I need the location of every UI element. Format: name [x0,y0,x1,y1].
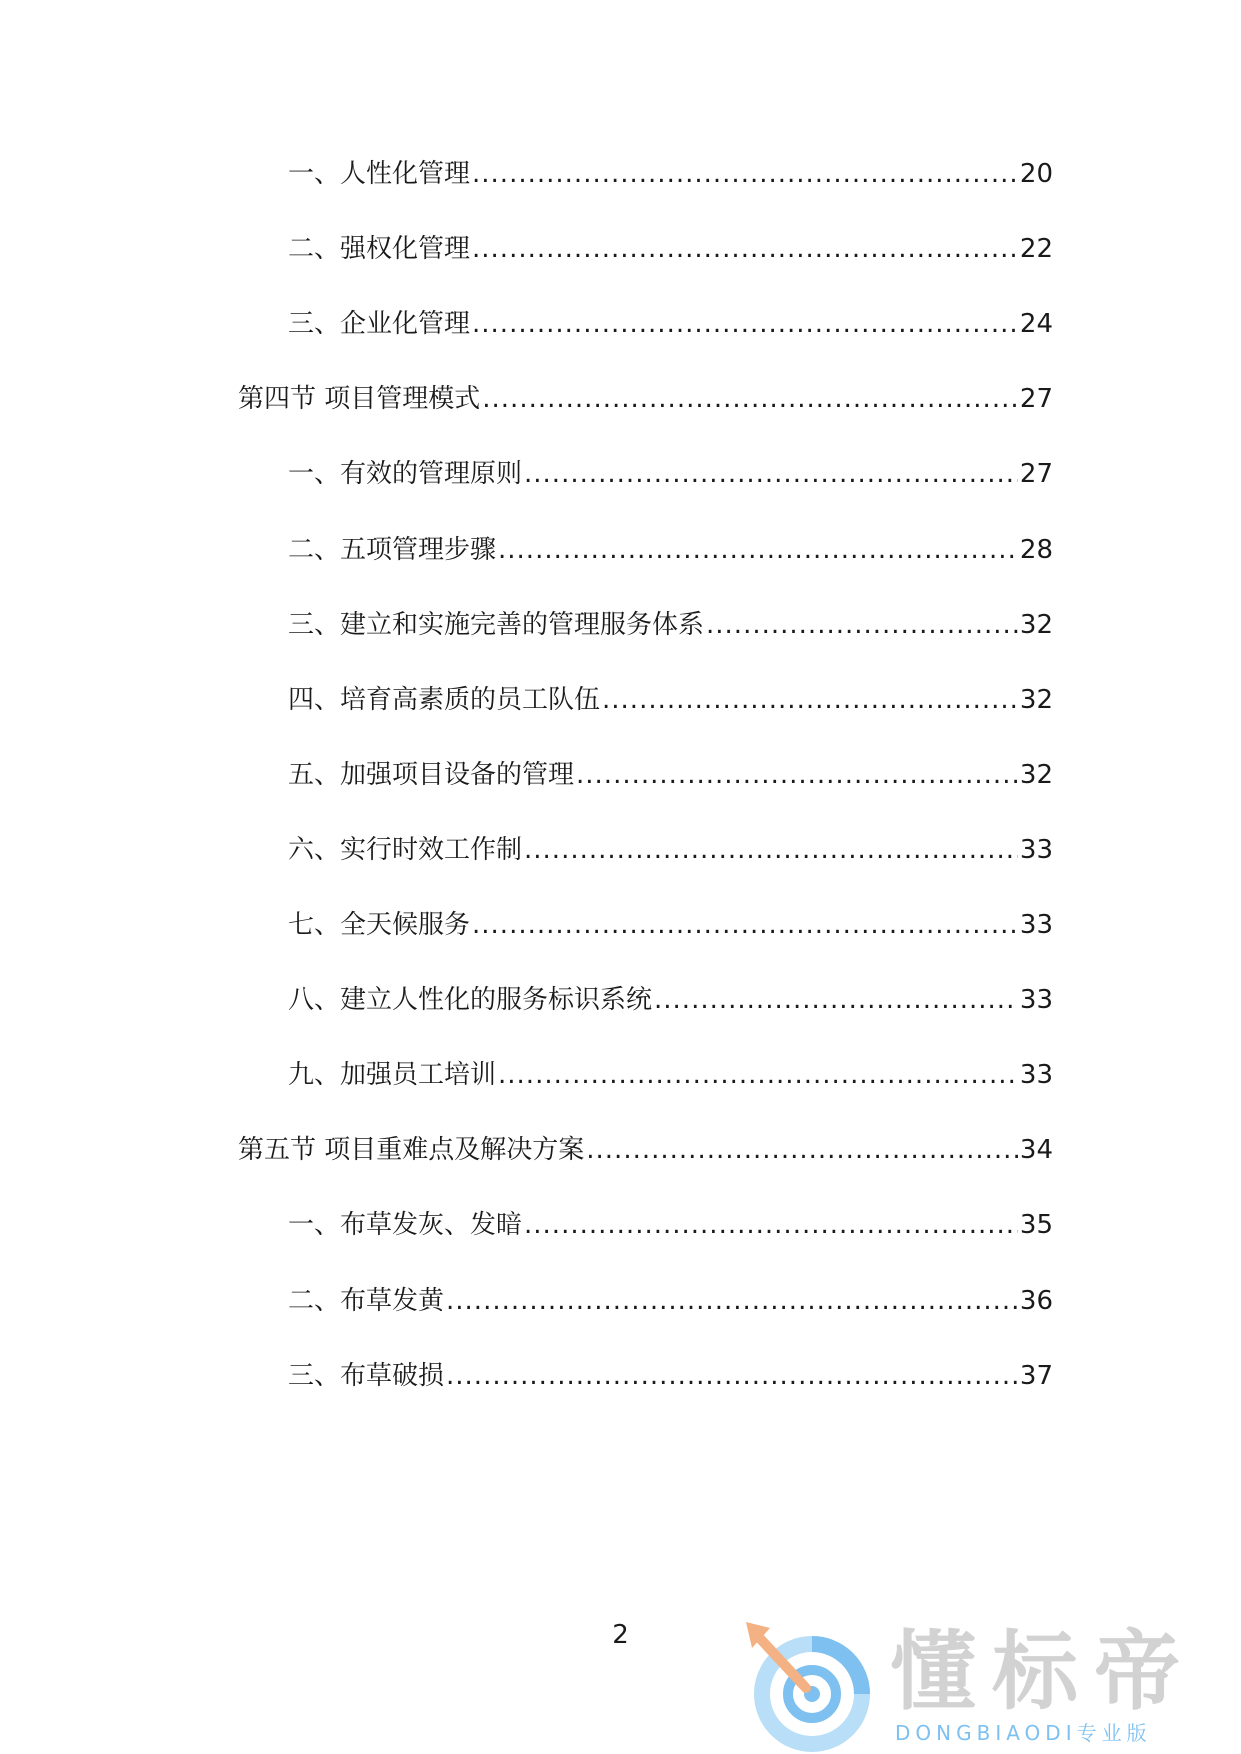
toc-entry-page: 36 [1019,1285,1053,1316]
watermark-subtitle: DONGBIAODI专业版 [895,1721,1152,1745]
toc-dot-leader [446,1281,1018,1321]
toc-entry-page: 33 [1019,1060,1053,1091]
toc-entry-page: 35 [1019,1210,1053,1241]
toc-dot-leader [472,154,1018,194]
toc-entry-title: 五、加强项目设备的管理 [288,759,575,790]
toc-entry-title: 八、建立人性化的服务标识系统 [288,985,653,1016]
toc-entry[interactable] [288,1055,1053,1095]
toc-dot-leader [586,1130,1018,1170]
toc-entry[interactable] [288,1356,1053,1396]
toc-entry-title: 一、布草发灰、发暗 [288,1210,523,1241]
toc-entry-title: 三、企业化管理 [288,309,471,340]
watermark-name: 懂标帝 [890,1622,1196,1722]
toc-entry-page: 37 [1019,1360,1053,1391]
toc-entry-title: 四、培育高素质的员工队伍 [288,684,601,715]
toc-entry-page: 34 [1019,1135,1053,1166]
toc-dot-leader [654,980,1018,1020]
toc-entry[interactable] [288,905,1053,945]
toc-entry-title: 七、全天候服务 [288,910,471,940]
toc-dot-leader [524,830,1018,870]
toc-dot-leader [706,605,1018,645]
toc-entry[interactable] [238,1130,1053,1170]
toc-entry-title: 三、建立和实施完善的管理服务体系 [288,609,705,640]
toc-entry-page: 20 [1019,159,1053,189]
toc-entry[interactable] [288,830,1053,870]
toc-entry[interactable] [288,304,1053,344]
toc-entry-page: 28 [1019,534,1053,565]
toc-dot-leader [472,905,1018,945]
toc-entry-page: 33 [1019,985,1053,1016]
toc-dot-leader [524,454,1018,494]
page-number: 2 [612,1620,629,1650]
toc-dot-leader [482,379,1018,419]
toc-entry[interactable] [288,154,1053,194]
toc-dot-leader [524,1205,1018,1245]
toc-entry-page: 32 [1019,684,1053,715]
toc-entry-page: 27 [1019,459,1053,490]
toc-entry-title: 六、实行时效工作制 [288,834,523,865]
toc-entry[interactable] [288,530,1053,570]
toc-entry-page: 33 [1019,834,1053,865]
toc-entry[interactable] [288,1281,1053,1321]
toc-entry[interactable] [288,1205,1053,1245]
toc-entry[interactable] [288,980,1053,1020]
toc-entry-page: 22 [1019,234,1053,265]
toc-dot-leader [498,530,1018,570]
toc-entry-title: 二、五项管理步骤 [288,534,497,565]
toc-entry[interactable] [238,379,1053,419]
toc-dot-leader [472,304,1018,344]
toc-dot-leader [498,1055,1018,1095]
toc-dot-leader [472,229,1018,269]
toc-entry-title: 第四节 项目管理模式 [238,384,481,415]
toc-entry-title: 二、强权化管理 [288,234,471,265]
toc-entry[interactable] [288,229,1053,269]
toc-entry[interactable] [288,755,1053,795]
toc-entry[interactable] [288,680,1053,720]
toc-entry-page: 33 [1019,910,1053,940]
toc-entry-title: 第五节 项目重难点及解决方案 [238,1135,585,1166]
toc-entry-title: 一、有效的管理原则 [288,459,523,490]
toc-entry-page: 32 [1019,609,1053,640]
toc-entry[interactable] [288,454,1053,494]
toc-dot-leader [576,755,1018,795]
toc-entry-title: 三、布草破损 [288,1360,445,1391]
toc-dot-leader [602,680,1018,720]
toc-entry-page: 27 [1019,384,1053,415]
toc-entry[interactable] [288,605,1053,645]
target-arrow-icon [740,1620,880,1754]
watermark [740,1620,1220,1750]
toc-entry-page: 24 [1019,309,1053,340]
toc-entry-title: 九、加强员工培训 [288,1060,497,1091]
toc-entry-title: 一、人性化管理 [288,159,471,189]
toc-dot-leader [446,1356,1018,1396]
toc-entry-page: 32 [1019,759,1053,790]
toc-entry-title: 二、布草发黄 [288,1285,445,1316]
